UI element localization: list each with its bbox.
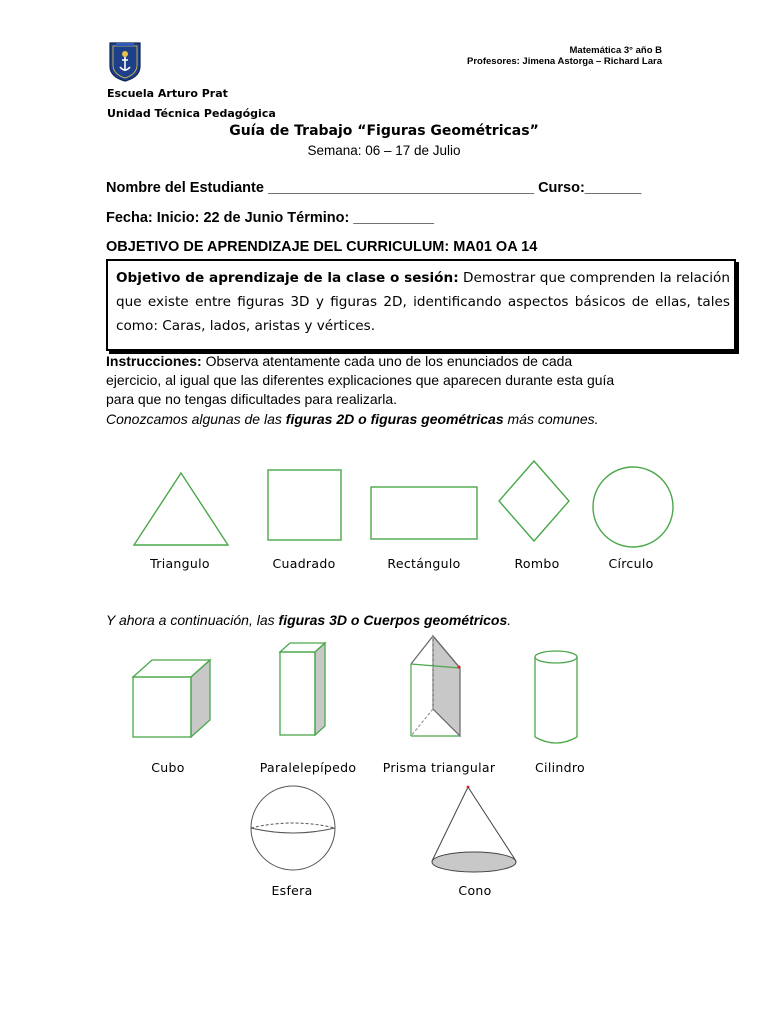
page-title: Guía de Trabajo “Figuras Geométricas” — [229, 123, 539, 139]
label-rombo: Rombo — [514, 556, 560, 571]
intro-3d-bold: figuras 3D o Cuerpos geométricos — [278, 612, 508, 628]
paralelepipedo-shape — [280, 643, 325, 735]
esfera-shape — [251, 786, 335, 870]
label-triangulo: Triangulo — [150, 556, 210, 571]
label-prisma-triangular: Prisma triangular — [382, 760, 496, 775]
label-cubo: Cubo — [151, 760, 185, 775]
label-cono: Cono — [458, 883, 492, 898]
school-unit: Unidad Técnica Pedagógica — [107, 107, 276, 120]
label-cuadrado: Cuadrado — [272, 556, 336, 571]
objective-label: Objetivo de aprendizaje de la clase o sesión: — [116, 270, 459, 286]
intro-3d-pre: Y ahora a continuación, las — [106, 612, 279, 628]
label-paralelepipedo: Paralelepípedo — [259, 760, 357, 775]
label-esfera: Esfera — [271, 883, 313, 898]
instructions-line-3: para que no tengas dificultades para realizarla. — [106, 391, 398, 407]
subject-label: Matemática 3° año B — [569, 45, 662, 56]
cilindro-shape — [535, 651, 577, 743]
label-cilindro: Cilindro — [535, 760, 585, 775]
intro-2d-pre: Conozcamos algunas de las — [106, 411, 286, 427]
instructions-line-1: Observa atentamente cada uno de los enunciados de cada — [205, 353, 573, 369]
instructions-line-2: ejercicio, al igual que las diferentes explicaciones que aparecen durante esta guía — [106, 372, 615, 388]
teachers-label: Profesores: Jimena Astorga – Richard Lara — [467, 56, 662, 67]
intro-2d-post: más comunes. — [503, 411, 599, 427]
label-rectangulo: Rectángulo — [387, 556, 461, 571]
prisma-triangular-shape — [411, 636, 461, 736]
objective-body: Demostrar que comprenden la relación que existe entre figuras 3D y figuras 2D, identificando aspectos básicos de ellas, tales como: — [116, 270, 730, 334]
student-name-field[interactable]: Nombre del Estudiante _________________________________ Curso:_______ — [106, 180, 642, 196]
intro-2d-bold: figuras 2D o figuras geométricas — [285, 411, 504, 427]
school-name: Escuela Arturo Prat — [107, 87, 228, 100]
week-label: Semana: 06 – 17 de Julio — [307, 143, 461, 158]
cube-shape — [133, 660, 210, 737]
intro-3d-post: . — [507, 612, 512, 628]
cono-shape — [432, 786, 516, 872]
objective-tail: Caras, lados, aristas y vértices. — [162, 318, 376, 334]
objective-heading: OBJETIVO DE APRENDIZAJE DEL CURRICULUM: MA01 OA 14 — [106, 239, 538, 255]
date-field[interactable]: Fecha: Inicio: 22 de Junio Término: __________ — [106, 210, 434, 226]
label-circulo: Círculo — [608, 556, 654, 571]
instructions-label: Instrucciones: — [106, 353, 202, 369]
